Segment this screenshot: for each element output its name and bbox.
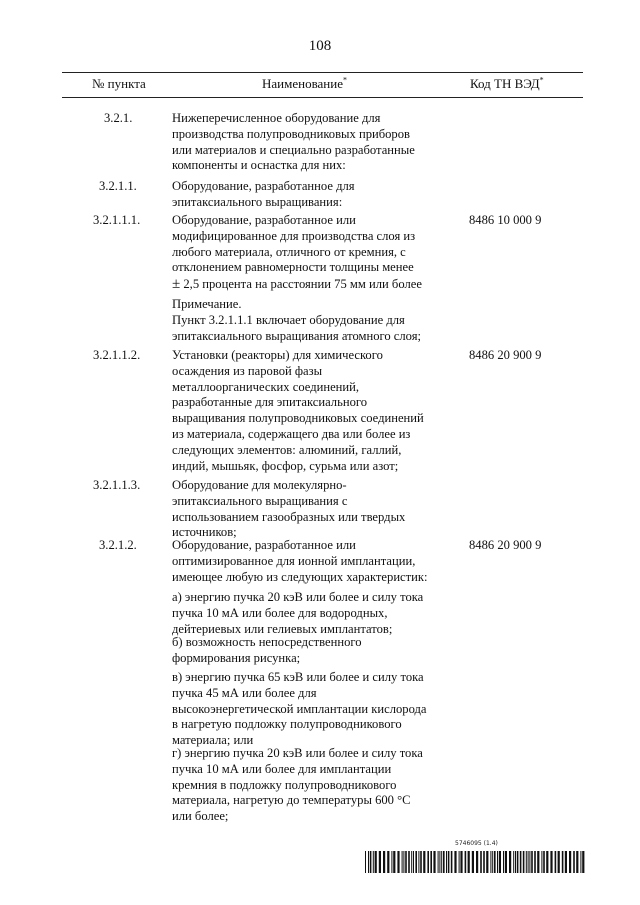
item-number: 3.2.1.1. xyxy=(99,179,137,193)
barcode-bar xyxy=(413,851,414,873)
column-header-code: Код ТН ВЭД* xyxy=(470,75,544,91)
barcode-bar xyxy=(441,851,442,873)
barcode-bar xyxy=(387,851,389,873)
barcode-bar xyxy=(379,851,381,873)
barcode-bar xyxy=(537,851,539,873)
tnved-code: 8486 10 000 9 xyxy=(469,213,542,227)
item-number: 3.2.1. xyxy=(104,111,133,125)
column-header-name: Наименование* xyxy=(262,75,347,91)
barcode-bar xyxy=(433,851,435,873)
barcode-bar xyxy=(517,851,519,873)
barcode-bar xyxy=(562,851,564,873)
barcode-bar xyxy=(454,851,456,873)
tnved-code: 8486 20 900 9 xyxy=(469,348,542,362)
barcode-bar xyxy=(393,851,395,873)
subitem-a: а) энергию пучка 20 кэВ или более и силу тока пучка 10 мА или более для водородных, дейтериевых или гелиевых имплантатов; xyxy=(172,590,424,636)
barcode-bar xyxy=(576,851,578,873)
subitem-g: г) энергию пучка 20 кэВ или более и силу тока пучка 10 мА или более для имплантации кремния в подложку полупроводникового материала, нагретую до температуры 600 °С или более; xyxy=(172,746,423,824)
barcode-bar xyxy=(523,851,525,873)
barcode-bar xyxy=(405,851,407,873)
barcode-bar xyxy=(443,851,445,873)
barcode-bar xyxy=(492,851,493,873)
item-number: 3.2.1.1.1. xyxy=(93,213,141,227)
barcode-bar xyxy=(490,851,491,873)
barcode-bar xyxy=(397,851,399,873)
column-header-number: № пункта xyxy=(92,76,146,91)
barcode-bar xyxy=(465,851,467,873)
barcode-bar xyxy=(468,851,470,873)
barcode-label: 5746095 (1.4) xyxy=(455,840,498,847)
barcode-bar xyxy=(546,851,548,873)
barcode-bar xyxy=(486,851,488,873)
barcode-bar xyxy=(541,851,542,873)
barcode-bar xyxy=(569,851,571,873)
item-number: 3.2.1.1.3. xyxy=(93,478,141,492)
barcode-bar xyxy=(505,851,507,873)
item-description: Нижеперечисленное оборудование для производства полупроводниковых приборов или материалов и специально разработанные компоненты и оснастка для них: xyxy=(172,111,415,173)
barcode-bar xyxy=(391,851,392,873)
item-description: Оборудование, разработанное или модифицированное для производства слоя из любого материала, отличного от кремния, с отклонением равномерности толщины менее ± 2,5 процента на расстоянии 75 мм или более xyxy=(172,213,422,293)
footnote-mark: * xyxy=(343,75,347,85)
barcode-bar xyxy=(480,851,482,873)
barcode-bar xyxy=(430,851,432,873)
barcode-bar xyxy=(418,851,419,873)
barcode-bar xyxy=(573,851,575,873)
barcode-bar xyxy=(415,851,417,873)
barcode-bar xyxy=(515,851,516,873)
barcode-bar xyxy=(526,851,527,873)
barcode-bar xyxy=(451,851,453,873)
plus-minus-symbol: ± xyxy=(172,276,181,293)
barcode-bar xyxy=(497,851,498,873)
barcode-bar xyxy=(411,851,412,873)
item-description: Оборудование, разработанное для эпитаксиального выращивания: xyxy=(172,179,355,209)
barcode-image xyxy=(365,851,585,873)
table-header-rule xyxy=(62,97,583,98)
barcode-bar xyxy=(509,851,511,873)
barcode-bar xyxy=(373,851,374,873)
item-number: 3.2.1.1.2. xyxy=(93,348,141,362)
barcode-bar xyxy=(555,851,557,873)
barcode-bar xyxy=(408,851,410,873)
item-number: 3.2.1.2. xyxy=(99,538,137,552)
subitem-v: в) энергию пучка 65 кэВ или более и силу тока пучка 45 мА или более для высокоэнергетической имплантации кислорода в нагретую подложку полупроводникового материала; или xyxy=(172,670,427,748)
barcode-bar xyxy=(403,851,404,873)
barcode-bar xyxy=(520,851,522,873)
tnved-code: 8486 20 900 9 xyxy=(469,538,542,552)
barcode-bar xyxy=(531,851,533,873)
item-description: Оборудование для молекулярно- эпитаксиального выращивания с использованием газообразных или твердых источников; xyxy=(172,478,406,540)
barcode-bar xyxy=(580,851,581,873)
barcode-bar xyxy=(529,851,530,873)
footnote-mark: * xyxy=(539,75,544,85)
item-note: Примечание. Пункт 3.2.1.1.1 включает оборудование для эпитаксиального выращивания атомного слоя; xyxy=(172,297,422,343)
barcode-bar xyxy=(427,851,429,873)
page-number: 108 xyxy=(308,38,332,54)
barcode-bar xyxy=(365,851,366,873)
item-description: Установки (реакторы) для химического осаждения из паровой фазы металлоорганических соединений, разработанные для эпитаксиального выращивания полупроводниковых соединений из материала, содержащего два или более из следующих элементов: алюминий, галлий, индий, мышьяк, фосфор, сурьма или азот; xyxy=(172,348,424,473)
barcode-bar xyxy=(513,851,514,873)
barcode-bar xyxy=(439,851,440,873)
barcode-bar xyxy=(375,851,377,873)
barcode-bar xyxy=(423,851,425,873)
barcode-bar xyxy=(370,851,372,873)
barcode-bar xyxy=(534,851,536,873)
barcode-bar xyxy=(402,851,403,873)
barcode-bar xyxy=(383,851,385,873)
subitem-b: б) возможность непосредственного формирования рисунка; xyxy=(172,635,362,665)
barcode-bar xyxy=(558,851,560,873)
barcode-bar xyxy=(582,851,584,873)
barcode-bar xyxy=(476,851,478,873)
item-description: Оборудование, разработанное или оптимизированное для ионной имплантации, имеющее любую из следующих характеристик: xyxy=(172,538,428,584)
barcode-bar xyxy=(503,851,504,873)
barcode-bar xyxy=(494,851,496,873)
barcode-bar xyxy=(565,851,567,873)
barcode-bar xyxy=(448,851,450,873)
barcode-bar xyxy=(368,851,369,873)
barcode-bar xyxy=(459,851,460,873)
barcode-bar xyxy=(550,851,552,873)
barcode-bar xyxy=(446,851,447,873)
barcode-bar xyxy=(499,851,501,873)
barcode-bar xyxy=(528,851,529,873)
barcode-bar xyxy=(460,851,462,873)
barcode-bar xyxy=(420,851,422,873)
barcode-bar xyxy=(438,851,439,873)
barcode-bar xyxy=(543,851,545,873)
barcode-bar xyxy=(483,851,485,873)
barcode-bar xyxy=(472,851,474,873)
